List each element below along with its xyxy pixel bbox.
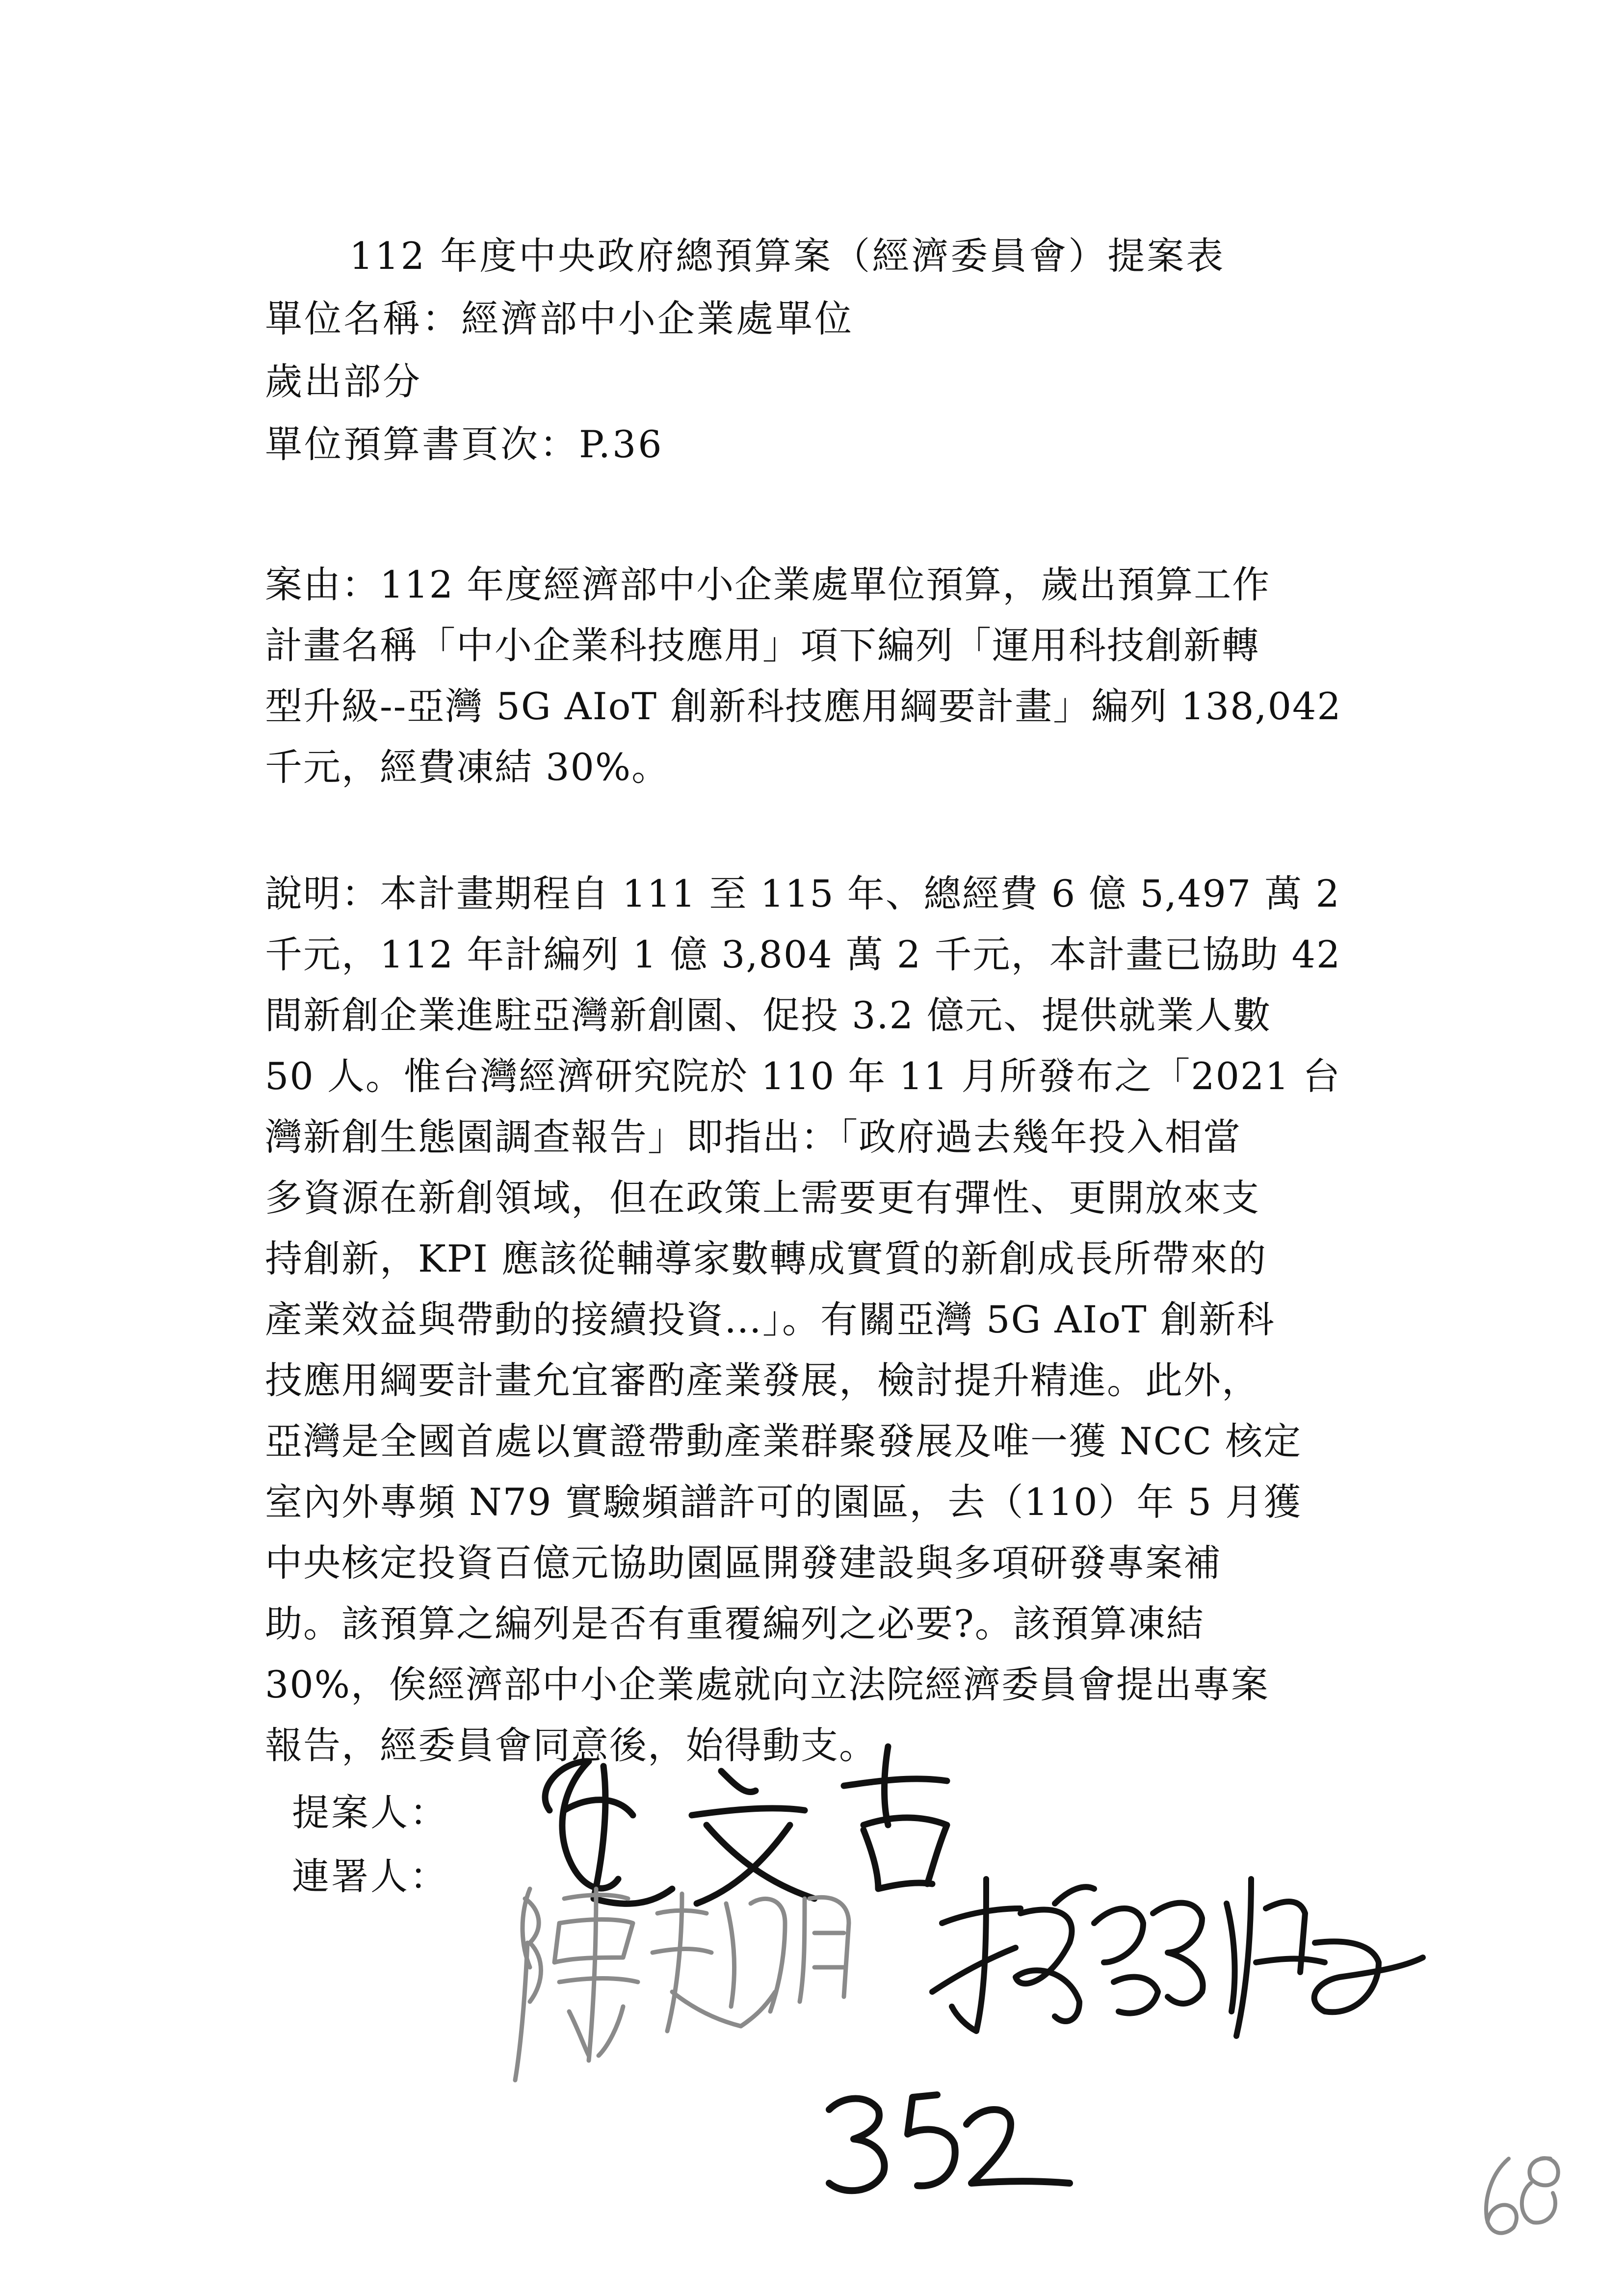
explanation-line: 報告，經委員會同意後，始得動支。 — [265, 1723, 877, 1767]
handwritten-page-number — [829, 2095, 1070, 2191]
explanation-line: 50 人。惟台灣經濟研究院於 110 年 11 月所發布之「2021 台 — [265, 1054, 1341, 1098]
budget-section: 歲出部分 — [265, 360, 422, 403]
explanation-line: 30%，俟經濟部中小企業處就向立法院經濟委員會提出專案 — [265, 1663, 1269, 1706]
explanation-line: 技應用綱要計畫允宜審酌產業發展，檢討提升精進。此外， — [265, 1358, 1260, 1402]
explanation-line: 室內外專頻 N79 實驗頻譜許可的園區，去（110）年 5 月獲 — [265, 1480, 1302, 1524]
explanation-line: 說明：本計畫期程自 111 至 115 年、總經費 6 億 5,497 萬 2 — [265, 872, 1340, 915]
explanation-line: 產業效益與帶動的接續投資…」。有關亞灣 5G AIoT 創新科 — [265, 1298, 1275, 1341]
explanation-line: 灣新創生態園調查報告」即指出：「政府過去幾年投入相當 — [265, 1115, 1241, 1159]
explanation-line: 千元，112 年計編列 1 億 3,804 萬 2 千元，本計畫已協助 42 — [265, 933, 1341, 976]
cosigner-label: 連署人： — [292, 1854, 449, 1898]
case-reason-line: 型升級--亞灣 5G AIoT 創新科技應用綱要計畫」編列 138,042 — [265, 684, 1342, 728]
cosigner-signature-1 — [515, 1889, 849, 2080]
budget-page-reference: 單位預算書頁次：P.36 — [265, 422, 664, 466]
case-reason-line: 案由：112 年度經濟部中小企業處單位預算，歲出預算工作 — [265, 563, 1271, 606]
cosigner-signature-2 — [932, 1879, 1423, 2036]
explanation-line: 亞灣是全國首處以實證帶動產業群聚發展及唯一獲 NCC 核定 — [265, 1419, 1302, 1463]
corner-page-number — [1486, 2158, 1558, 2233]
unit-name: 單位名稱：經濟部中小企業處單位 — [265, 297, 854, 340]
case-reason-line: 千元，經費凍結 30%。 — [265, 745, 670, 789]
explanation-line: 持創新，KPI 應該從輔導家數轉成實質的新創成長所帶來的 — [265, 1237, 1267, 1280]
explanation-line: 多資源在新創領域，但在政策上需要更有彈性、更開放來支 — [265, 1176, 1260, 1220]
explanation-line: 中央核定投資百億元協助園區開發建設與多項研發專案補 — [265, 1541, 1222, 1585]
proposer-label: 提案人： — [292, 1791, 449, 1834]
explanation-line: 間新創企業進駐亞灣新創園、促投 3.2 億元、提供就業人數 — [265, 993, 1272, 1037]
case-reason-line: 計畫名稱「中小企業科技應用」項下編列「運用科技創新轉 — [265, 624, 1260, 667]
proposer-signature — [545, 1747, 947, 1904]
explanation-line: 助。該預算之編列是否有重覆編列之必要?。該預算凍結 — [265, 1602, 1205, 1645]
document-title: 112 年度中央政府總預算案（經濟委員會）提案表 — [349, 234, 1226, 278]
